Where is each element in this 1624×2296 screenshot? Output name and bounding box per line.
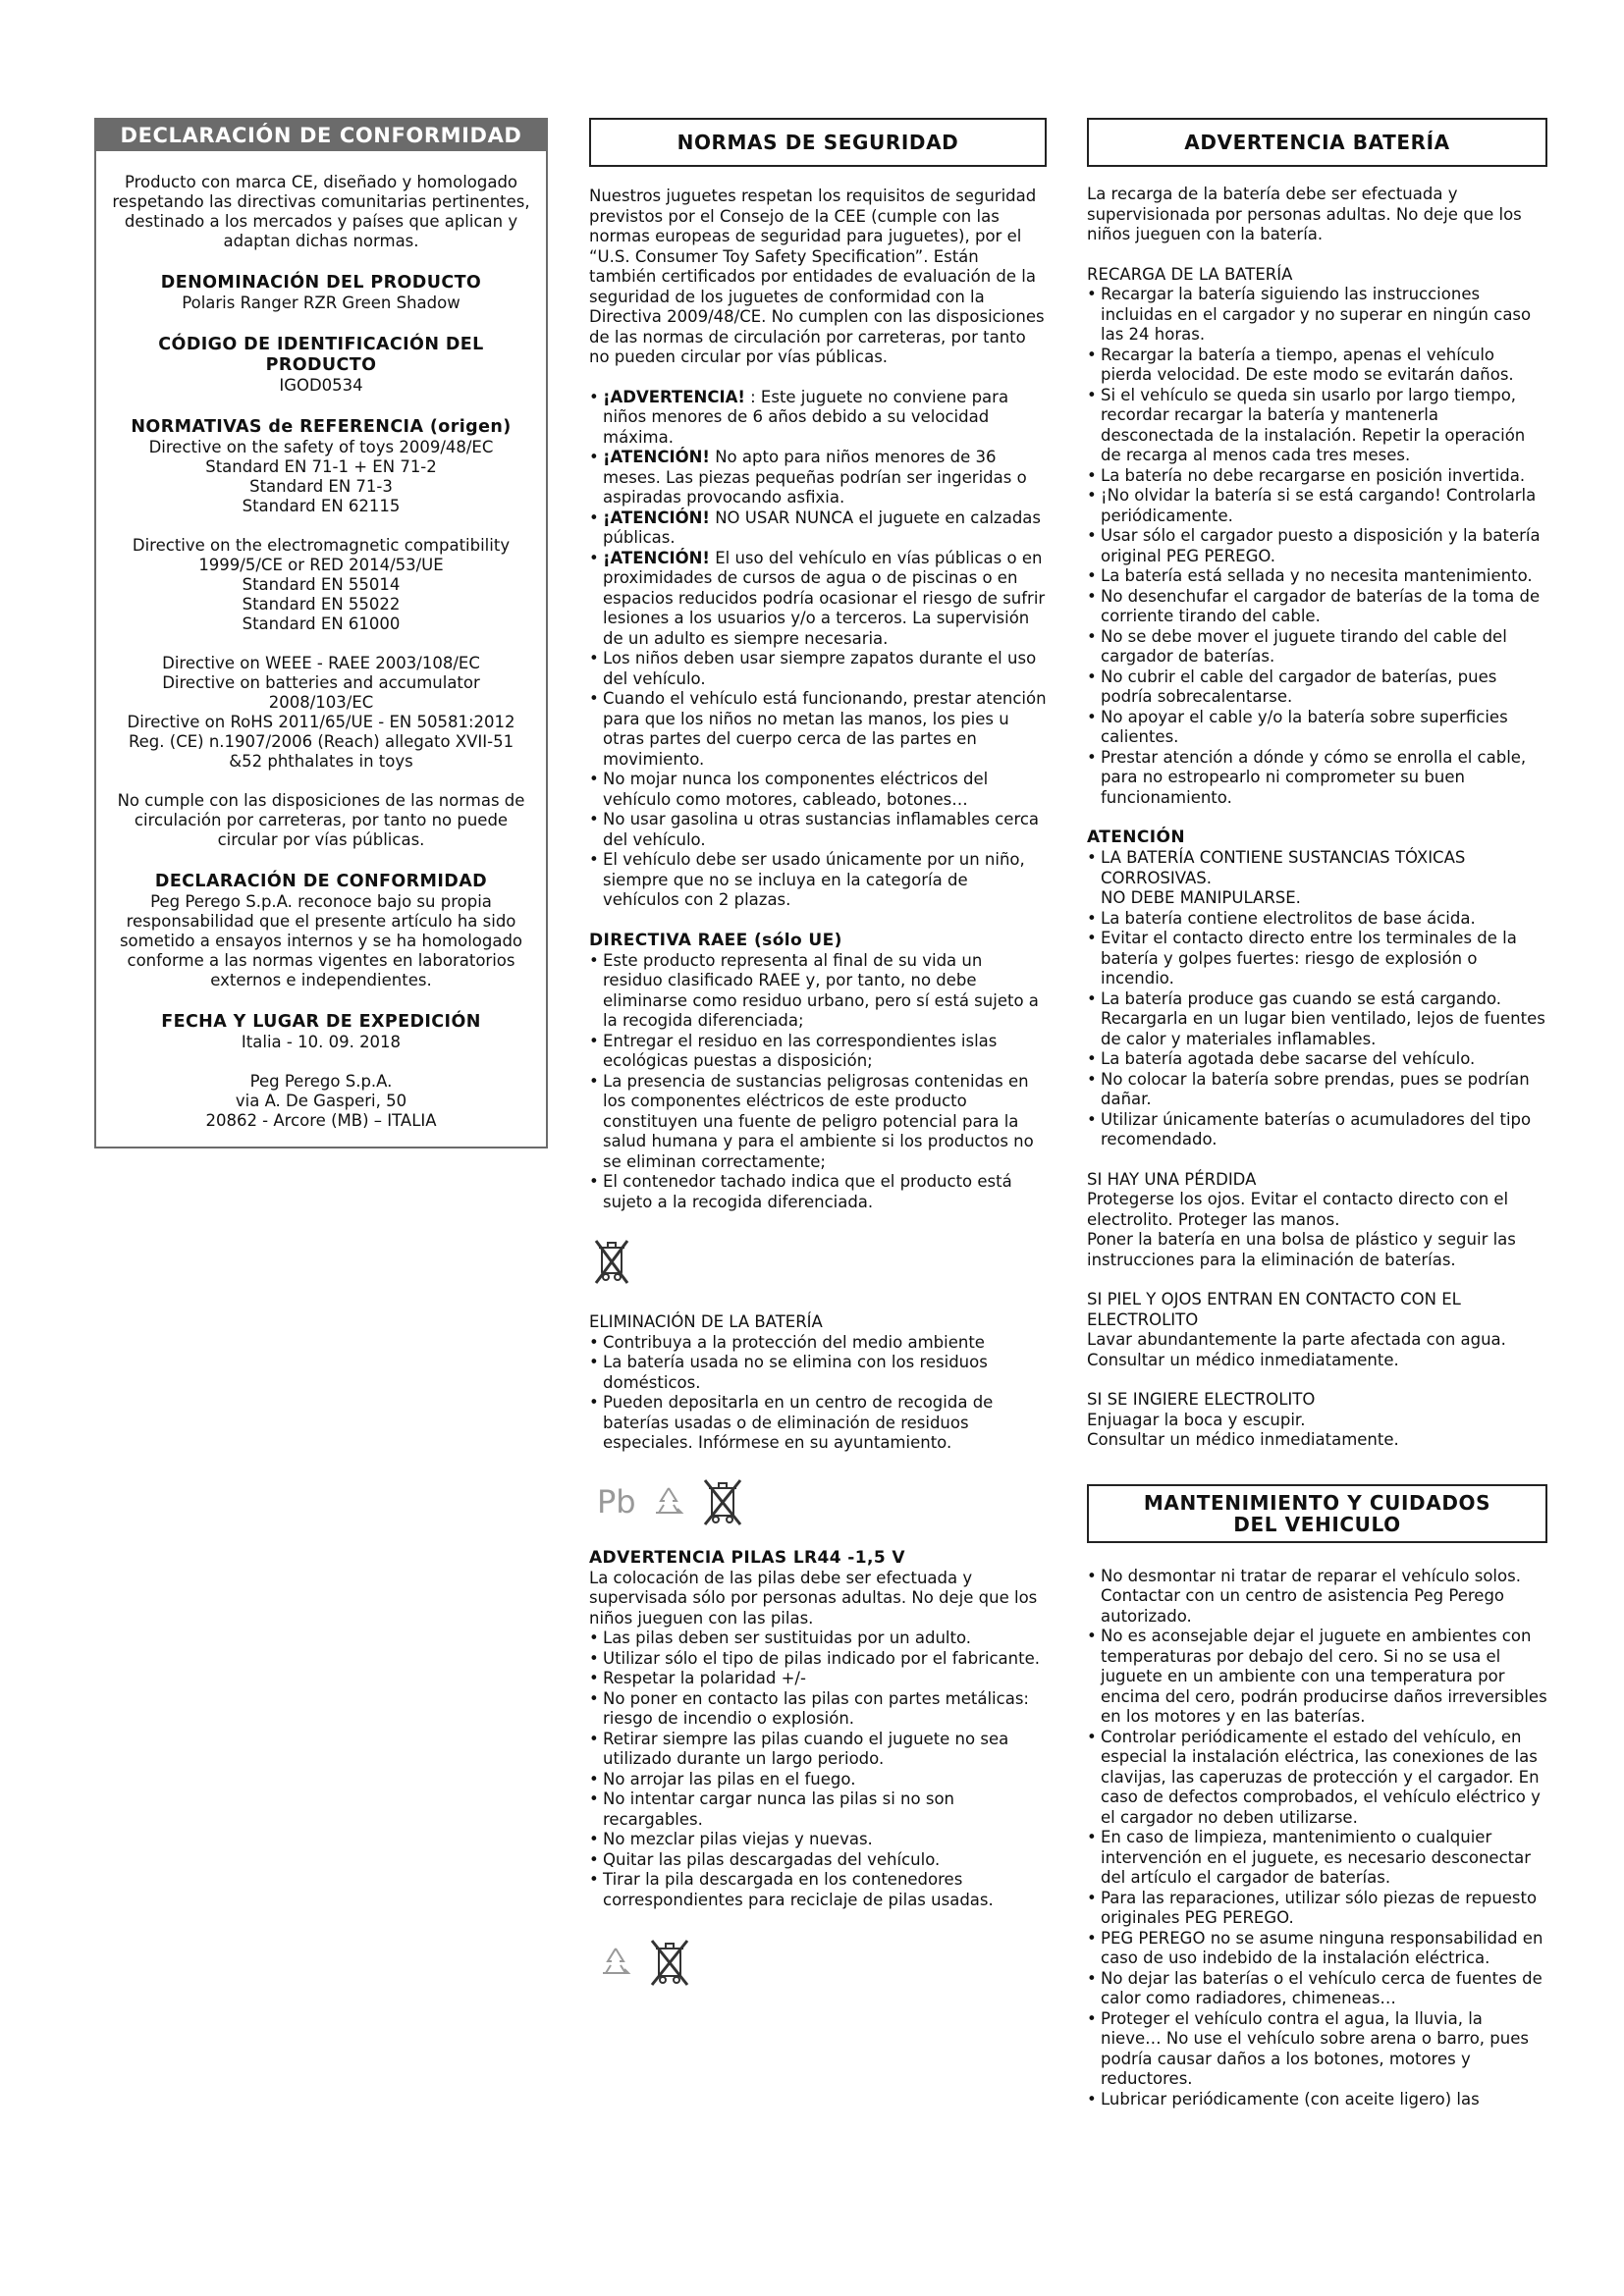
list-item: • La batería usada no se elimina con los residuos domésticos. bbox=[589, 1353, 1047, 1393]
list-item: • No mezclar pilas viejas y nuevas. bbox=[589, 1830, 1047, 1850]
raee-list bbox=[589, 951, 1047, 1213]
list-item: • No desmontar ni tratar de reparar el vehículo solos. Contactar con un centro de asistencia Peg Perego autorizado. bbox=[1087, 1567, 1547, 1628]
lr44-list bbox=[589, 1629, 1047, 1910]
product-code: IGOD0534 bbox=[279, 376, 363, 395]
norms-other: Directive on WEEE - RAEE 2003/108/EC Directive on batteries and accumulator 2008/103/EC Directive on RoHS 2011/65/UE - EN 50581:2012 Reg. (CE) n.1907/2006 (Reach) allegato XVII-51 &52 phthalates in toys bbox=[127, 654, 515, 771]
attention-list bbox=[1087, 848, 1547, 1150]
list-item: • La batería no debe recargarse en posición invertida. bbox=[1087, 466, 1547, 487]
list-item: • Cuando el vehículo está funcionando, prestar atención para que los niños no metan las manos, los pies u otras partes del cuerpo cerca de las partes en movimiento. bbox=[589, 689, 1047, 770]
list-item: • No mojar nunca los componentes eléctricos del vehículo como motores, cableado, botones… bbox=[589, 770, 1047, 810]
cell-icons-row bbox=[597, 1936, 1047, 1989]
list-item: • PEG PEREGO no se asume ninguna responsabilidad en caso de uso indebido de la instalación eléctrica. bbox=[1087, 1929, 1547, 1969]
list-item: • Los niños deben usar siempre zapatos durante el uso del vehículo. bbox=[589, 649, 1047, 689]
ingest-title: SI SE INGIERE ELECTROLITO bbox=[1087, 1390, 1316, 1409]
list-item: • Las pilas deben ser sustituidas por un adulto. bbox=[589, 1629, 1047, 1649]
conformity-title: DECLARACIÓN DE CONFORMIDAD bbox=[154, 872, 488, 891]
leak-text: Protegerse los ojos. Evitar el contacto directo con el electrolito. Proteger las manos. Poner la batería en una bolsa de plástico y seguir las instrucciones para la eliminación de baterías. bbox=[1087, 1190, 1516, 1269]
list-item: • Tirar la pila descargada en los contenedores correspondientes para reciclaje de pilas usadas. bbox=[589, 1870, 1047, 1910]
list-item: • Contribuya a la protección del medio ambiente bbox=[589, 1333, 1047, 1354]
list-item: • La batería produce gas cuando se está cargando. Recargarla en un lugar bien ventilado, lejos de fuentes de calor y materiales inflamables. bbox=[1087, 989, 1547, 1050]
list-item: • Respetar la polaridad +/- bbox=[589, 1669, 1047, 1689]
list-item: • Proteger el vehículo contra el agua, la lluvia, la nieve… No use el vehículo sobre arena o barro, pues podría causar daños a los botones, motores y reductores. bbox=[1087, 2009, 1547, 2090]
list-item: • Pueden depositarla en un centro de recogida de baterías usadas o de eliminación de residuos especiales. Infórmese en su ayuntamiento. bbox=[589, 1393, 1047, 1454]
raee-title: DIRECTIVA RAEE (sólo UE) bbox=[589, 930, 842, 950]
skin-title: SI PIEL Y OJOS ENTRAN EN CONTACTO CON EL ELECTROLITO bbox=[1087, 1290, 1461, 1329]
list-item: • La presencia de sustancias peligrosas contenidas en los componentes eléctricos de este producto constituyen una fuente de peligro potencial para la salud humana y para el ambiente si los productos no se eliminan correctamente; bbox=[589, 1072, 1047, 1173]
safety-warnings-list bbox=[589, 388, 1047, 911]
list-item: • Quitar las pilas descargadas del vehículo. bbox=[589, 1850, 1047, 1871]
list-item: • Controlar periódicamente el estado del vehículo, en especial la instalación eléctrica, las conexiones de las clavijas, las caperuzas de protección y el cargador. En caso de defectos comprobados, el vehículo eléctrico y el cargador no deben utilizarse. bbox=[1087, 1728, 1547, 1829]
list-item: • El vehículo debe ser usado únicamente por un niño, siempre que no se incluya en la categoría de vehículos con 2 plazas. bbox=[589, 850, 1047, 911]
declaration-column bbox=[94, 118, 548, 1148]
list-item: • No dejar las baterías o el vehículo cerca de fuentes de calor como radiadores, chimeneas… bbox=[1087, 1969, 1547, 2009]
list-item: • Recargar la batería siguiendo las instrucciones incluidas en el cargador y no superar en ningún caso las 24 horas. bbox=[1087, 285, 1547, 346]
ingest-text: Enjuagar la boca y escupir. Consultar un médico inmediatamente. bbox=[1087, 1410, 1399, 1449]
attention-title: ATENCIÓN bbox=[1087, 828, 1185, 847]
recharge-title: RECARGA DE LA BATERÍA bbox=[1087, 264, 1293, 284]
safety-intro: Nuestros juguetes respetan los requisitos de seguridad previstos por el Consejo de la CEE (cumple con las normas europeas de seguridad para juguetes), por el “U.S. Consumer Toy Safety Specification”. Están también certificados por entidades de evaluación de la seguridad de los juguetes de conformidad con la Directiva 2009/48/CE. No cumplen con las disposiciones de las normas de circulación por carreteras, por tanto no pueden circular por vías públicas. bbox=[589, 187, 1045, 366]
declaration-header: DECLARACIÓN DE CONFORMIDAD bbox=[96, 120, 546, 151]
battery-icons-row bbox=[597, 1475, 1047, 1528]
date-title: FECHA Y LUGAR DE EXPEDICIÓN bbox=[161, 1012, 481, 1032]
conformity-text: Peg Perego S.p.A. reconoce bajo su propia responsabilidad que el presente artículo ha sido sometido a ensayos internos y se ha homologado conforme a las normas vigentes en laboratorios externos e independientes. bbox=[119, 892, 523, 989]
skin-text: Lavar abundantemente la parte afectada con agua. Consultar un médico inmediatamente. bbox=[1087, 1330, 1506, 1369]
maintenance-list bbox=[1087, 1567, 1547, 2110]
crossed-bin-icon bbox=[701, 1475, 744, 1528]
list-item: • En caso de limpieza, mantenimiento o cualquier intervención en el juguete, es necesario desconectar del artículo el cargador de baterías. bbox=[1087, 1828, 1547, 1889]
lr44-title: ADVERTENCIA PILAS LR44 -1,5 V bbox=[589, 1547, 905, 1568]
product-name: Polaris Ranger RZR Green Shadow bbox=[182, 294, 460, 312]
norms-emc: Directive on the electromagnetic compatibility 1999/5/CE or RED 2014/53/UE Standard EN 55014 Standard EN 55022 Standard EN 61000 bbox=[132, 536, 511, 633]
list-item: • ¡No olvidar la batería si se está cargando! Controlarla periódicamente. bbox=[1087, 486, 1547, 526]
list-item: • ¡ATENCIÓN! El uso del vehículo en vías públicas o en proximidades de cursos de agua o de piscinas o en espacios reducidos podría ocasionar el riesgo de sufrir lesiones a los usuarios y/o a terceros. La supervisión de un adulto es siempre necesaria. bbox=[589, 549, 1047, 650]
crossed-bin-icon bbox=[593, 1236, 630, 1287]
list-item: • Para las reparaciones, utilizar sólo piezas de repuesto originales PEG PEREGO. bbox=[1087, 1889, 1547, 1929]
list-item: • Recargar la batería a tiempo, apenas el vehículo pierda velocidad. De este modo se evitarán daños. bbox=[1087, 346, 1547, 386]
maintenance-header: MANTENIMIENTO Y CUIDADOS DEL VEHICULO bbox=[1087, 1484, 1547, 1543]
list-item: • No colocar la batería sobre prendas, pues se podrían dañar. bbox=[1087, 1070, 1547, 1110]
crossed-bin-icon bbox=[648, 1936, 691, 1989]
list-item: • No usar gasolina u otras sustancias inflamables cerca del vehículo. bbox=[589, 810, 1047, 850]
battery-column bbox=[1087, 118, 1547, 2109]
list-item: • Evitar el contacto directo entre los terminales de la batería y golpes fuertes: riesgo de explosión o incendio. bbox=[1087, 929, 1547, 989]
declaration-body bbox=[96, 151, 546, 1147]
list-item: • ¡ATENCIÓN! NO USAR NUNCA el juguete en calzadas públicas. bbox=[589, 508, 1047, 549]
list-item: • No cubrir el cable del cargador de baterías, pues podría sobrecalentarse. bbox=[1087, 667, 1547, 708]
product-code-title: CÓDIGO DE IDENTIFICACIÓN DEL PRODUCTO bbox=[158, 335, 484, 375]
safety-column bbox=[589, 118, 1047, 1989]
list-item: • El contenedor tachado indica que el producto está sujeto a la recogida diferenciada. bbox=[589, 1172, 1047, 1212]
safety-header: NORMAS DE SEGURIDAD bbox=[589, 118, 1047, 167]
list-item: • La batería contiene electrolitos de base ácida. bbox=[1087, 909, 1547, 930]
recycle-icon bbox=[597, 1944, 634, 1981]
list-item: • No arrojar las pilas en el fuego. bbox=[589, 1770, 1047, 1790]
product-name-title: DENOMINACIÓN DEL PRODUCTO bbox=[160, 273, 482, 293]
recycle-icon bbox=[650, 1483, 687, 1521]
list-item: • No es aconsejable dejar el juguete en ambientes con temperaturas por debajo del cero. Si no se usa el juguete en un ambiente con una temperatura por encima del cero, podrán producirse daños irreversibles en los motores y en las baterías. bbox=[1087, 1627, 1547, 1728]
list-item: • La batería agotada debe sacarse del vehículo. bbox=[1087, 1049, 1547, 1070]
list-item: • Retirar siempre las pilas cuando el juguete no sea utilizado durante un largo periodo. bbox=[589, 1730, 1047, 1770]
norms-title: NORMATIVAS de REFERENCIA (origen) bbox=[131, 417, 512, 437]
norms-toys: Directive on the safety of toys 2009/48/EC Standard EN 71-1 + EN 71-2 Standard EN 71-3 Standard EN 62115 bbox=[148, 438, 494, 515]
battery-disposal-title: ELIMINACIÓN DE LA BATERÍA bbox=[589, 1312, 823, 1331]
list-item: • Este producto representa al final de su vida un residuo clasificado RAEE y, por tanto, no debe eliminarse como residuo urbano, pero sí está sujeto a la recogida diferenciada; bbox=[589, 951, 1047, 1032]
road-note: No cumple con las disposiciones de las normas de circulación por carreteras, por tanto no puede circular por vías públicas. bbox=[117, 791, 525, 849]
list-item: • Si el vehículo se queda sin usarlo por largo tiempo, recordar recargar la batería y mantenerla desconectada de la instalación. Repetir la operación de recarga al menos cada tres meses. bbox=[1087, 386, 1547, 466]
list-item: • No desenchufar el cargador de baterías de la toma de corriente tirando del cable. bbox=[1087, 587, 1547, 627]
list-item: • Lubricar periódicamente (con aceite ligero) las bbox=[1087, 2090, 1547, 2110]
list-item: • Usar sólo el cargador puesto a disposición y la batería original PEG PEREGO. bbox=[1087, 526, 1547, 566]
list-item: • No apoyar el cable y/o la batería sobre superficies calientes. bbox=[1087, 708, 1547, 748]
list-item: • Utilizar únicamente baterías o acumuladores del tipo recomendado. bbox=[1087, 1110, 1547, 1150]
recharge-list bbox=[1087, 285, 1547, 808]
list-item: • Entregar el residuo en las correspondientes islas ecológicas puestas a disposición; bbox=[589, 1032, 1047, 1072]
list-item: • ¡ATENCIÓN! No apto para niños menores de 36 meses. Las piezas pequeñas podrían ser ingeridas o aspiradas provocando asfixia. bbox=[589, 448, 1047, 508]
list-item: • No intentar cargar nunca las pilas si no son recargables. bbox=[589, 1789, 1047, 1830]
date-text: Italia - 10. 09. 2018 bbox=[241, 1033, 402, 1051]
weee-icon-row bbox=[593, 1236, 1047, 1287]
list-item: • LA BATERÍA CONTIENE SUSTANCIAS TÓXICAS CORROSIVAS. NO DEBE MANIPULARSE. bbox=[1087, 848, 1547, 909]
battery-header: ADVERTENCIA BATERÍA bbox=[1087, 118, 1547, 167]
battery-disposal-list bbox=[589, 1333, 1047, 1454]
lead-pb-icon: Pb bbox=[597, 1482, 636, 1521]
lr44-intro: La colocación de las pilas debe ser efectuada y supervisada sólo por personas adultas. No deje que los niños jueguen con las pilas. bbox=[589, 1568, 1038, 1628]
list-item: • La batería está sellada y no necesita mantenimiento. bbox=[1087, 566, 1547, 587]
leak-title: SI HAY UNA PÉRDIDA bbox=[1087, 1169, 1257, 1189]
declaration-box bbox=[94, 118, 548, 1148]
company-address: Peg Perego S.p.A. via A. De Gasperi, 50 20862 - Arcore (MB) – ITALIA bbox=[205, 1072, 437, 1130]
list-item: • No poner en contacto las pilas con partes metálicas: riesgo de incendio o explosión. bbox=[589, 1689, 1047, 1730]
list-item: • Utilizar sólo el tipo de pilas indicado por el fabricante. bbox=[589, 1649, 1047, 1670]
list-item: • Prestar atención a dónde y cómo se enrolla el cable, para no estropearlo ni comprometer su buen funcionamiento. bbox=[1087, 748, 1547, 809]
list-item: • No se debe mover el juguete tirando del cable del cargador de baterías. bbox=[1087, 627, 1547, 667]
battery-intro: La recarga de la batería debe ser efectuada y supervisionada por personas adultas. No deje que los niños jueguen con la batería. bbox=[1087, 185, 1522, 243]
declaration-intro: Producto con marca CE, diseñado y homologado respetando las directivas comunitarias pertinentes, destinado a los mercados y países que aplican y adaptan dichas normas. bbox=[112, 173, 530, 250]
list-item: • ¡ADVERTENCIA! : Este juguete no conviene para niños menores de 6 años debido a su velocidad máxima. bbox=[589, 388, 1047, 449]
